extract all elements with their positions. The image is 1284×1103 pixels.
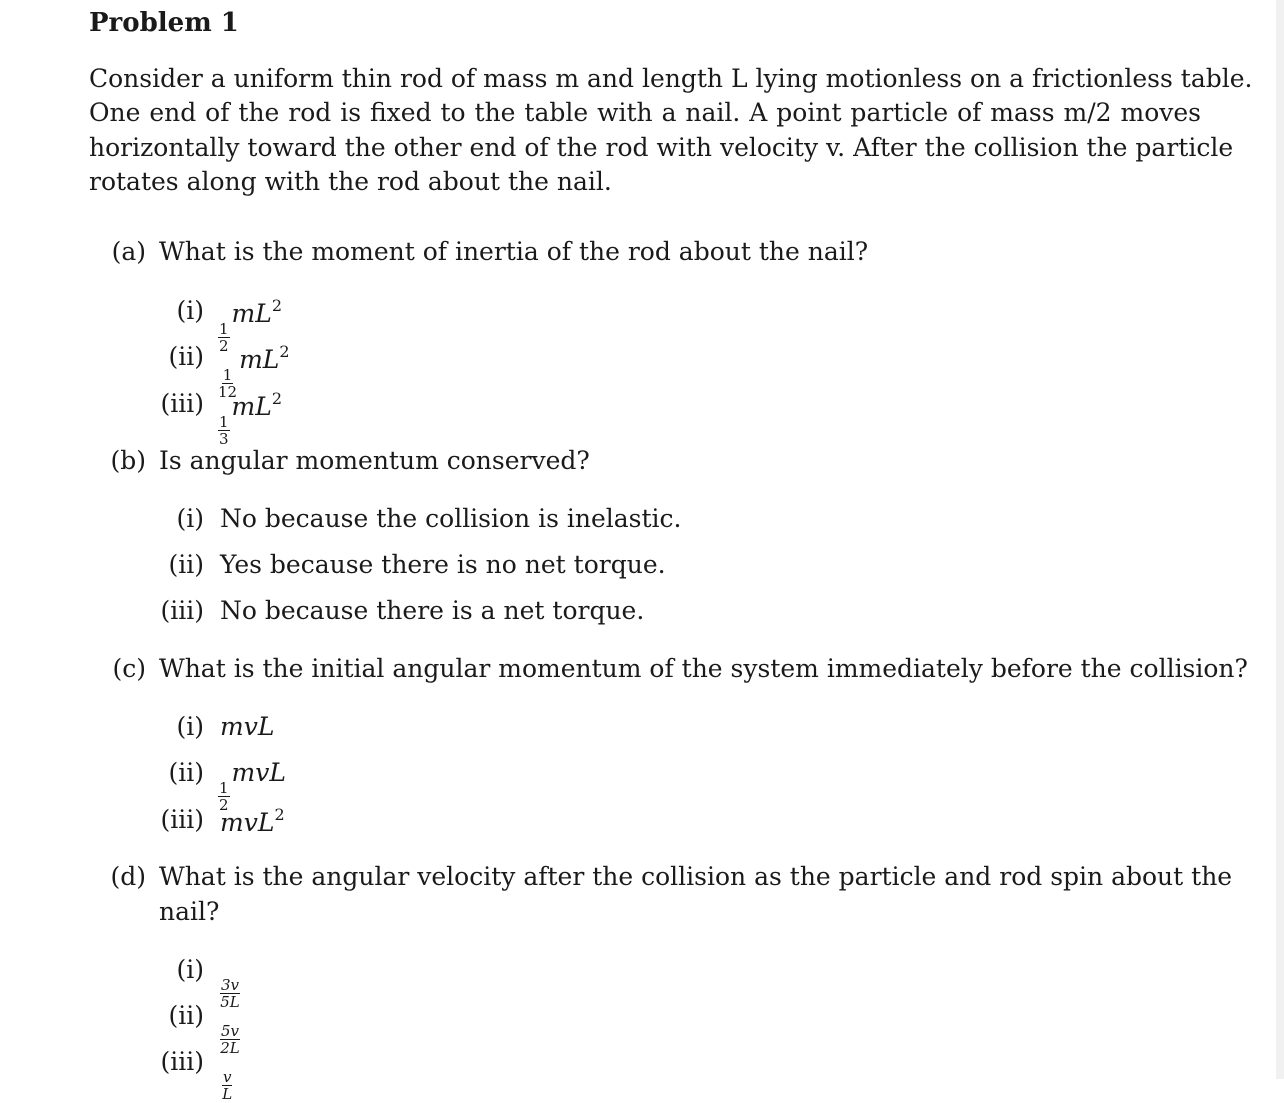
option-c-i: mvL bbox=[220, 712, 275, 741]
option-label: (iii) bbox=[160, 596, 204, 625]
option-b-i: No because the collision is inelastic. bbox=[220, 504, 682, 533]
intro-line-1: Consider a uniform thin rod of mass m and length L lying motionless on a frictionless table. bbox=[89, 64, 1253, 93]
question-c-text: What is the initial angular momentum of the system immediately before the collision? bbox=[159, 654, 1248, 683]
option-label: (i) bbox=[176, 504, 204, 533]
option-label: (ii) bbox=[168, 550, 204, 579]
option-label: (iii) bbox=[160, 805, 204, 834]
page-edge bbox=[1276, 0, 1284, 1079]
option-a-i: $\frac{1}{2}$ $mL^2$ bbox=[219, 296, 283, 355]
option-b-iii: No because there is a net torque. bbox=[220, 596, 645, 625]
option-label: (ii) bbox=[168, 758, 204, 787]
question-a-label: (a) bbox=[111, 237, 146, 266]
option-b-ii: Yes because there is no net torque. bbox=[220, 550, 666, 579]
fraction: $\frac{1}{2}$ bbox=[219, 779, 229, 814]
option-label: (i) bbox=[176, 955, 204, 984]
option-c-iii: mvL$^2$ bbox=[220, 805, 285, 837]
question-c-label: (c) bbox=[112, 654, 146, 683]
question-d-label: (d) bbox=[110, 862, 146, 891]
question-b-text: Is angular momentum conserved? bbox=[159, 446, 590, 475]
option-label: (iii) bbox=[160, 389, 204, 418]
option-c-ii: $\frac{1}{2}$ mvL bbox=[219, 758, 286, 814]
option-label: (i) bbox=[176, 712, 204, 741]
question-d-text-line-1: What is the angular velocity after the collision as the particle and rod spin about the bbox=[159, 862, 1233, 891]
fraction: $\frac{1}{2}$ bbox=[219, 320, 229, 355]
fraction: $\frac{v}{L}$ bbox=[222, 1068, 233, 1103]
option-label: (ii) bbox=[168, 1001, 204, 1030]
intro-line-2: One end of the rod is fixed to the table with a nail. A point particle of mass m/2 moves bbox=[89, 98, 1201, 127]
intro-line-3: horizontally toward the other end of the rod with velocity v. After the collision the particle bbox=[89, 133, 1234, 162]
option-d-iii bbox=[222, 1047, 234, 1101]
problem-title: Problem 1 bbox=[89, 8, 239, 38]
fraction: $\frac{1}{12}$ bbox=[218, 366, 238, 401]
option-label: (ii) bbox=[168, 342, 204, 371]
intro-line-4: rotates along with the rod about the nail. bbox=[89, 167, 612, 196]
question-b-label: (b) bbox=[110, 446, 146, 475]
option-label: (iii) bbox=[160, 1047, 204, 1076]
option-a-iii: $\frac{1}{3}$ $mL^2$ bbox=[219, 389, 283, 448]
option-label: (i) bbox=[176, 296, 204, 325]
fraction: $\frac{3v}{5L}$ bbox=[220, 976, 240, 1011]
question-a-text: What is the moment of inertia of the rod about the nail? bbox=[159, 237, 869, 266]
fraction: $\frac{5v}{2L}$ bbox=[220, 1022, 240, 1057]
option-a-ii: $\frac{1}{12}$ $mL^2$ bbox=[218, 342, 290, 401]
question-d-text-line-2: nail? bbox=[159, 897, 220, 926]
fraction: $\frac{1}{3}$ bbox=[219, 413, 229, 448]
